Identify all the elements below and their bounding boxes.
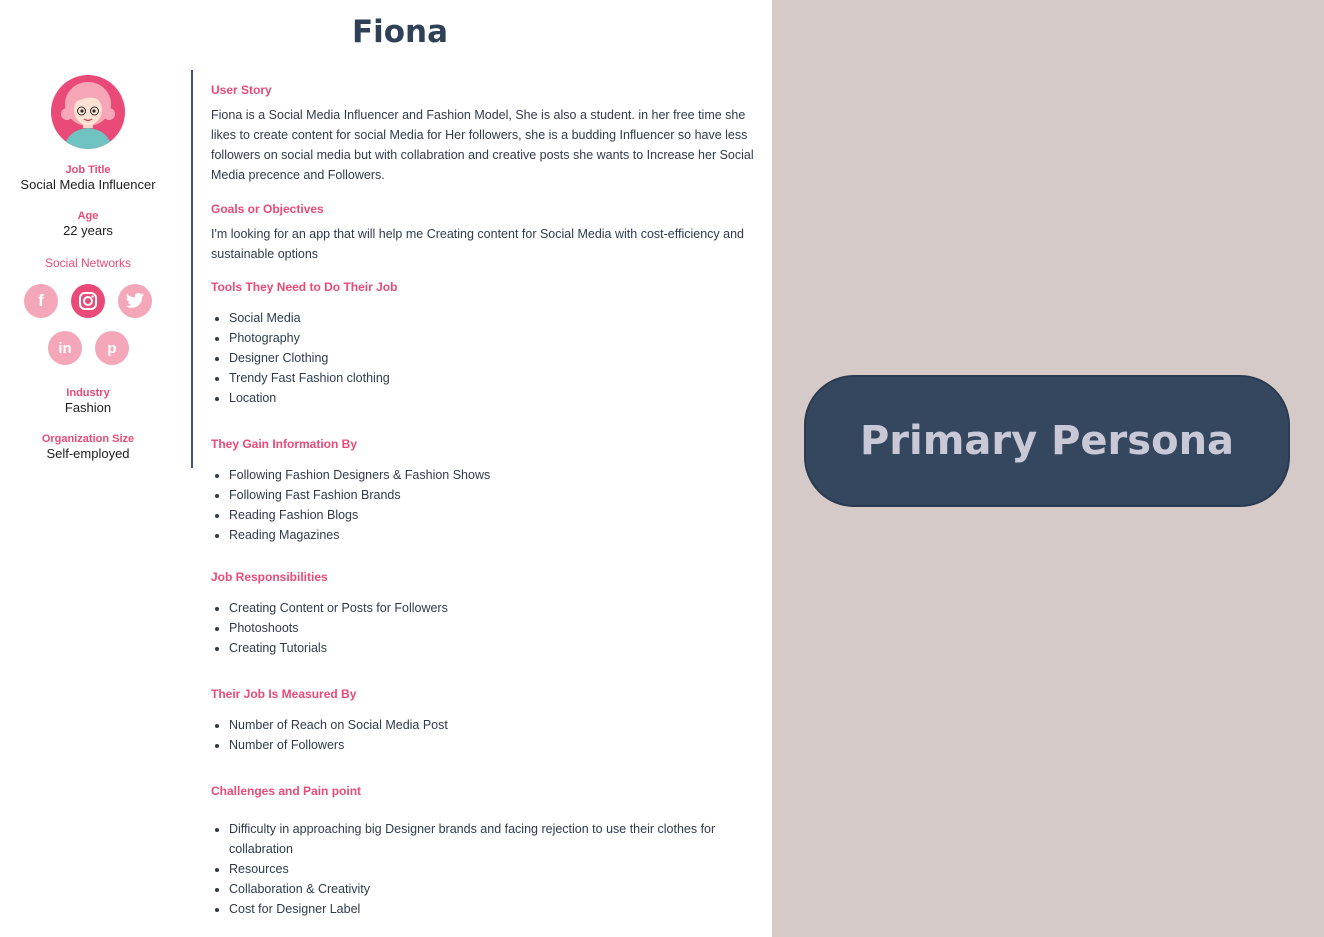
instagram-glyph: [78, 291, 98, 311]
twitter-icon[interactable]: [118, 284, 152, 318]
list-item: • Location: [229, 388, 759, 408]
list-item: • Number of Followers: [229, 735, 759, 755]
social-networks-label: Social Networks: [44, 256, 132, 270]
org-size-label: Organization Size: [41, 433, 135, 445]
list-item: • Number of Reach on Social Media Post: [229, 715, 759, 735]
user-story-text: Fiona is a Social Media Influencer and Fashion Model, She is also a student. in her free time she likes to create content for social Media for Her followers, she is a budding Influencer so have less followers on social media but with collabration and creative posts she wants to Increase her Social Media precence and Followers.: [211, 108, 754, 182]
measured-list: [211, 715, 759, 755]
list-item: • Following Fast Fashion Brands: [229, 485, 759, 505]
instagram-icon[interactable]: [71, 284, 105, 318]
job-title-block: [10, 164, 166, 193]
list-item: • Creating Tutorials: [229, 638, 759, 658]
pinterest-glyph: p: [107, 339, 117, 357]
primary-persona-label: Primary Persona: [859, 418, 1235, 464]
persona-name: Fiona: [351, 14, 449, 50]
social-networks-block: [10, 257, 166, 270]
list-item: • Photoshoots: [229, 618, 759, 638]
goals-title: Goals or Objectives: [211, 202, 324, 216]
linkedin-icon[interactable]: [48, 331, 82, 365]
industry-label: Industry: [66, 387, 110, 399]
goals-text: I'm looking for an app that will help me Creating content for Social Media with cost-efficiency and sustainable options: [211, 227, 744, 261]
user-story-title: User Story: [211, 83, 272, 97]
industry-value: Fashion: [64, 400, 112, 415]
list-item: • Following Fashion Designers & Fashion Shows: [229, 465, 759, 485]
persona-sidebar: [10, 74, 166, 461]
facebook-glyph: f: [38, 291, 44, 310]
org-size-value: Self-employed: [46, 446, 130, 461]
challenges-list: [211, 819, 759, 919]
list-item: • Trendy Fast Fashion clothing: [229, 368, 759, 388]
list-item: • Collaboration & Creativity: [229, 879, 759, 899]
pinterest-icon[interactable]: [95, 331, 129, 365]
tools-title: Tools They Need to Do Their Job: [211, 280, 398, 294]
challenges-title: Challenges and Pain point: [211, 784, 362, 798]
primary-persona-badge: [804, 375, 1290, 507]
measured-title: Their Job Is Measured By: [211, 687, 357, 701]
tools-list: [211, 308, 759, 408]
org-size-block: [10, 433, 166, 462]
responsibilities-list: [211, 598, 759, 658]
linkedin-glyph: in: [58, 339, 72, 357]
list-item: • Photography: [229, 328, 759, 348]
age-block: [10, 210, 166, 239]
twitter-glyph: [125, 292, 145, 310]
responsibilities-title: Job Responsibilities: [211, 570, 328, 584]
sidebar-divider: [191, 70, 193, 468]
industry-block: [10, 387, 166, 416]
list-item: • Difficulty in approaching big Designer brands and facing rejection to use their clothes for collabration: [229, 819, 759, 859]
job-title-label: Job Title: [65, 164, 111, 176]
list-item: • Creating Content or Posts for Followers: [229, 598, 759, 618]
info-list: [211, 465, 759, 545]
list-item: • Cost for Designer Label: [229, 899, 759, 919]
age-label: Age: [77, 210, 99, 222]
list-item: • Social Media: [229, 308, 759, 328]
woman-avatar-icon: [50, 74, 126, 150]
facebook-icon[interactable]: [24, 284, 58, 318]
list-item: • Reading Magazines: [229, 525, 759, 545]
list-item: • Resources: [229, 859, 759, 879]
info-title: They Gain Information By: [211, 437, 358, 451]
list-item: • Reading Fashion Blogs: [229, 505, 759, 525]
job-title-value: Social Media Influencer: [20, 177, 156, 192]
list-item: • Designer Clothing: [229, 348, 759, 368]
age-value: 22 years: [63, 223, 113, 238]
